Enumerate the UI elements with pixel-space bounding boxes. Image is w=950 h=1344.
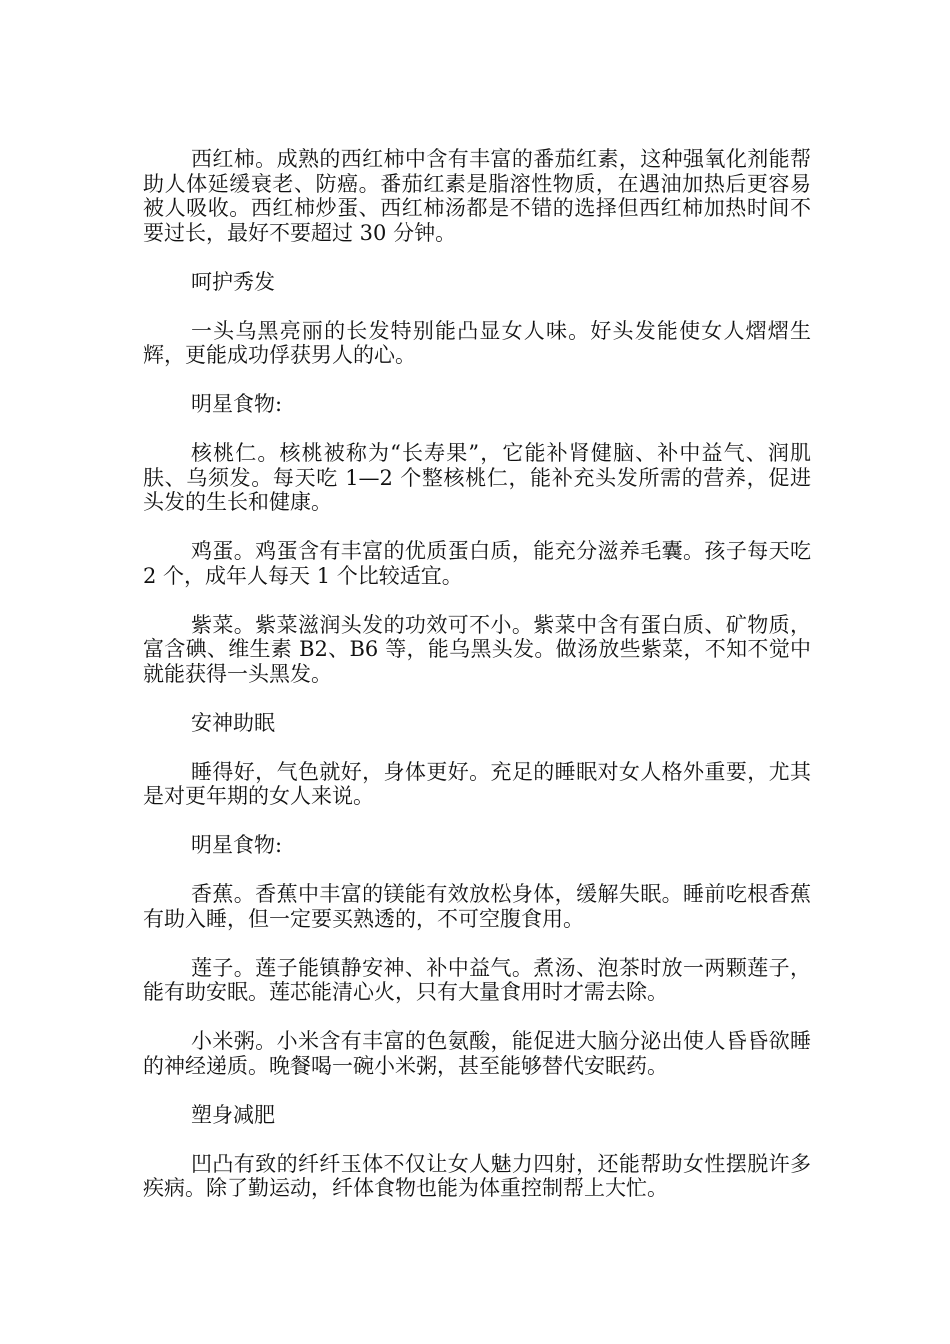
- paragraph-sleep-intro: 睡得好，气色就好，身体更好。充足的睡眠对女人格外重要，尤其是对更年期的女人来说。: [143, 759, 811, 808]
- heading-star-foods-hair: 明星食物:: [191, 392, 283, 416]
- paragraph-egg: 鸡蛋。鸡蛋含有丰富的优质蛋白质，能充分滋养毛囊。孩子每天吃 2 个，成年人每天 1 个比较适宜。: [143, 539, 811, 588]
- paragraph-millet-porridge: 小米粥。小米含有丰富的色氨酸，能促进大脑分泌出使人昏昏欲睡的神经递质。晚餐喝一碗小米粥，甚至能够替代安眠药。: [143, 1029, 811, 1078]
- paragraph-banana: 香蕉。香蕉中丰富的镁能有效放松身体，缓解失眠。睡前吃根香蕉有助入睡，但一定要买熟透的，不可空腹食用。: [143, 882, 811, 931]
- heading-hair-care: 呵护秀发: [191, 269, 275, 294]
- paragraph-walnut: 核桃仁。核桃被称为“长寿果”，它能补肾健脑、补中益气、润肌肤、乌须发。每天吃 1—2 个整核桃仁，能补充头发所需的营养，促进头发的生长和健康。: [143, 441, 811, 514]
- document-page: [143, 147, 811, 1225]
- heading-sleep: 安神助眠: [191, 710, 275, 735]
- heading-star-foods-sleep: 明星食物:: [191, 833, 283, 857]
- paragraph-tomato: 西红柿。成熟的西红柿中含有丰富的番茄红素，这种强氧化剂能帮助人体延缓衰老、防癌。番茄红素是脂溶性物质，在遇油加热后更容易被人吸收。西红柿炒蛋、西红柿汤都是不错的选择但西红柿加热时间不要过长，最好不要超过 30 分钟。: [143, 147, 811, 245]
- heading-slimming: 塑身减肥: [191, 1102, 275, 1127]
- paragraph-lotus-seed: 莲子。莲子能镇静安神、补中益气。煮汤、泡茶时放一两颗莲子，能有助安眠。莲芯能清心火，只有大量食用时才需去除。: [143, 955, 811, 1004]
- paragraph-slimming-intro: 凹凸有致的纤纤玉体不仅让女人魅力四射，还能帮助女性摆脱许多疾病。除了勤运动，纤体食物也能为体重控制帮上大忙。: [143, 1151, 811, 1200]
- paragraph-seaweed: 紫菜。紫菜滋润头发的功效可不小。紫菜中含有蛋白质、矿物质，富含碘、维生素 B2、B6 等，能乌黑头发。做汤放些紫菜，不知不觉中就能获得一头黑发。: [143, 612, 811, 686]
- paragraph-hair-intro: 一头乌黑亮丽的长发特别能凸显女人味。好头发能使女人熠熠生辉，更能成功俘获男人的心。: [143, 318, 811, 367]
